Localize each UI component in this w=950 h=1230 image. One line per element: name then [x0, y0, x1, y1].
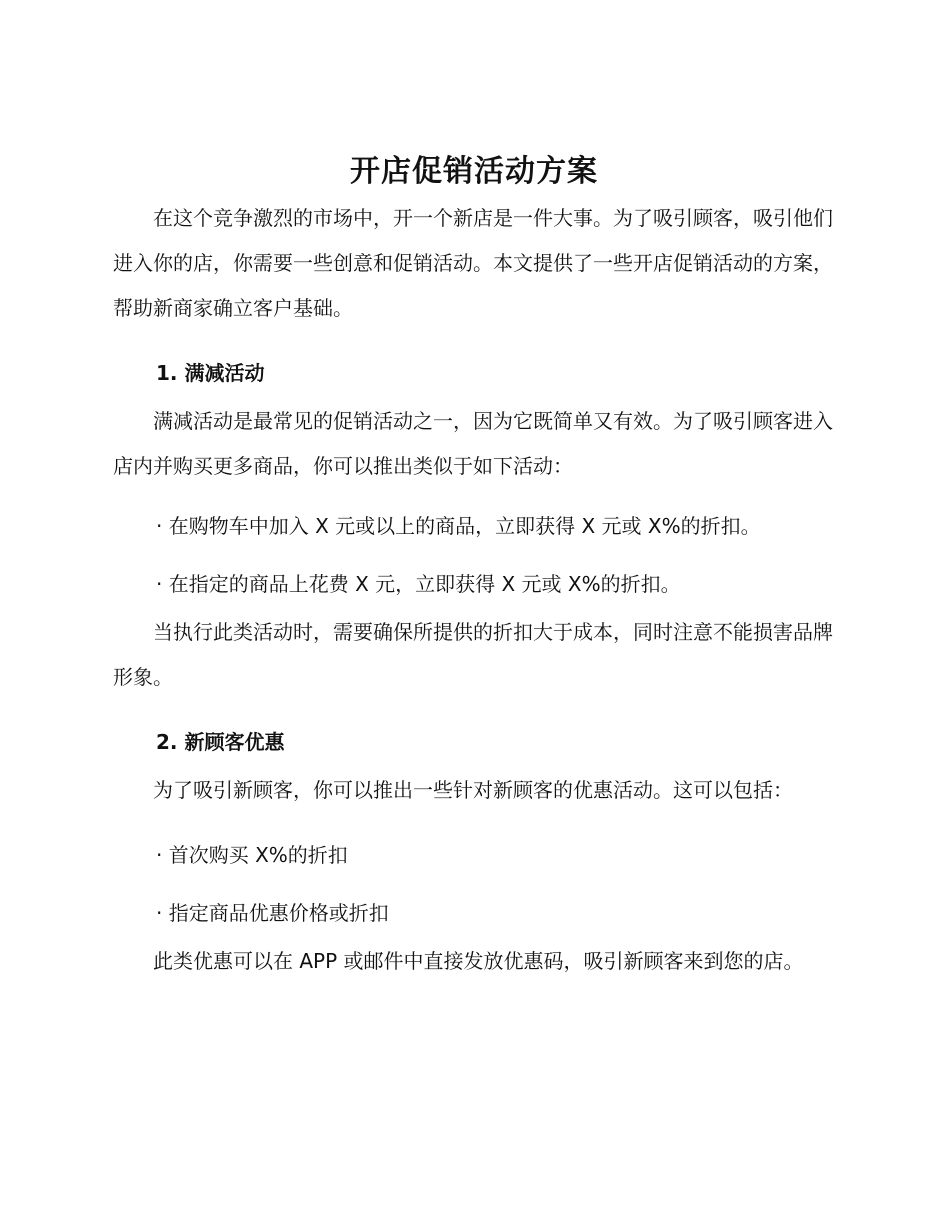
document-page: [113, 150, 835, 984]
bullet-item: · 指定商品优惠价格或折扣: [156, 901, 389, 925]
document-title: 开店促销活动方案: [350, 154, 598, 189]
section-heading: 2. 新顾客优惠: [156, 730, 285, 754]
section-new-customer: [113, 727, 835, 984]
section-closing: 当执行此类活动时，需要确保所提供的折扣大于成本，同时注意不能损害品牌形象。: [113, 620, 833, 689]
section-heading: 1. 满减活动: [156, 361, 265, 385]
section-closing: 此类优惠可以在 APP 或邮件中直接发放优惠码，吸引新顾客来到您的店。: [153, 949, 804, 973]
bullet-item: · 在购物车中加入 X 元或以上的商品，立即获得 X 元或 X%的折扣。: [156, 514, 761, 538]
intro-paragraph: 在这个竞争激烈的市场中，开一个新店是一件大事。为了吸引顾客，吸引他们进入你的店，你需要一些创意和促销活动。本文提供了一些开店促销活动的方案，帮助新商家确立客户基础。: [113, 206, 833, 320]
section-full-reduction: [113, 358, 835, 700]
section-paragraph: 为了吸引新顾客，你可以推出一些针对新顾客的优惠活动。这可以包括：: [153, 778, 793, 802]
section-paragraph: 满减活动是最常见的促销活动之一，因为它既简单又有效。为了吸引顾客进入店内并购买更多商品，你可以推出类似于如下活动：: [113, 409, 833, 478]
bullet-item: · 首次购买 X%的折扣: [156, 843, 348, 867]
bullet-item: · 在指定的商品上花费 X 元，立即获得 X 元或 X%的折扣。: [156, 572, 681, 596]
